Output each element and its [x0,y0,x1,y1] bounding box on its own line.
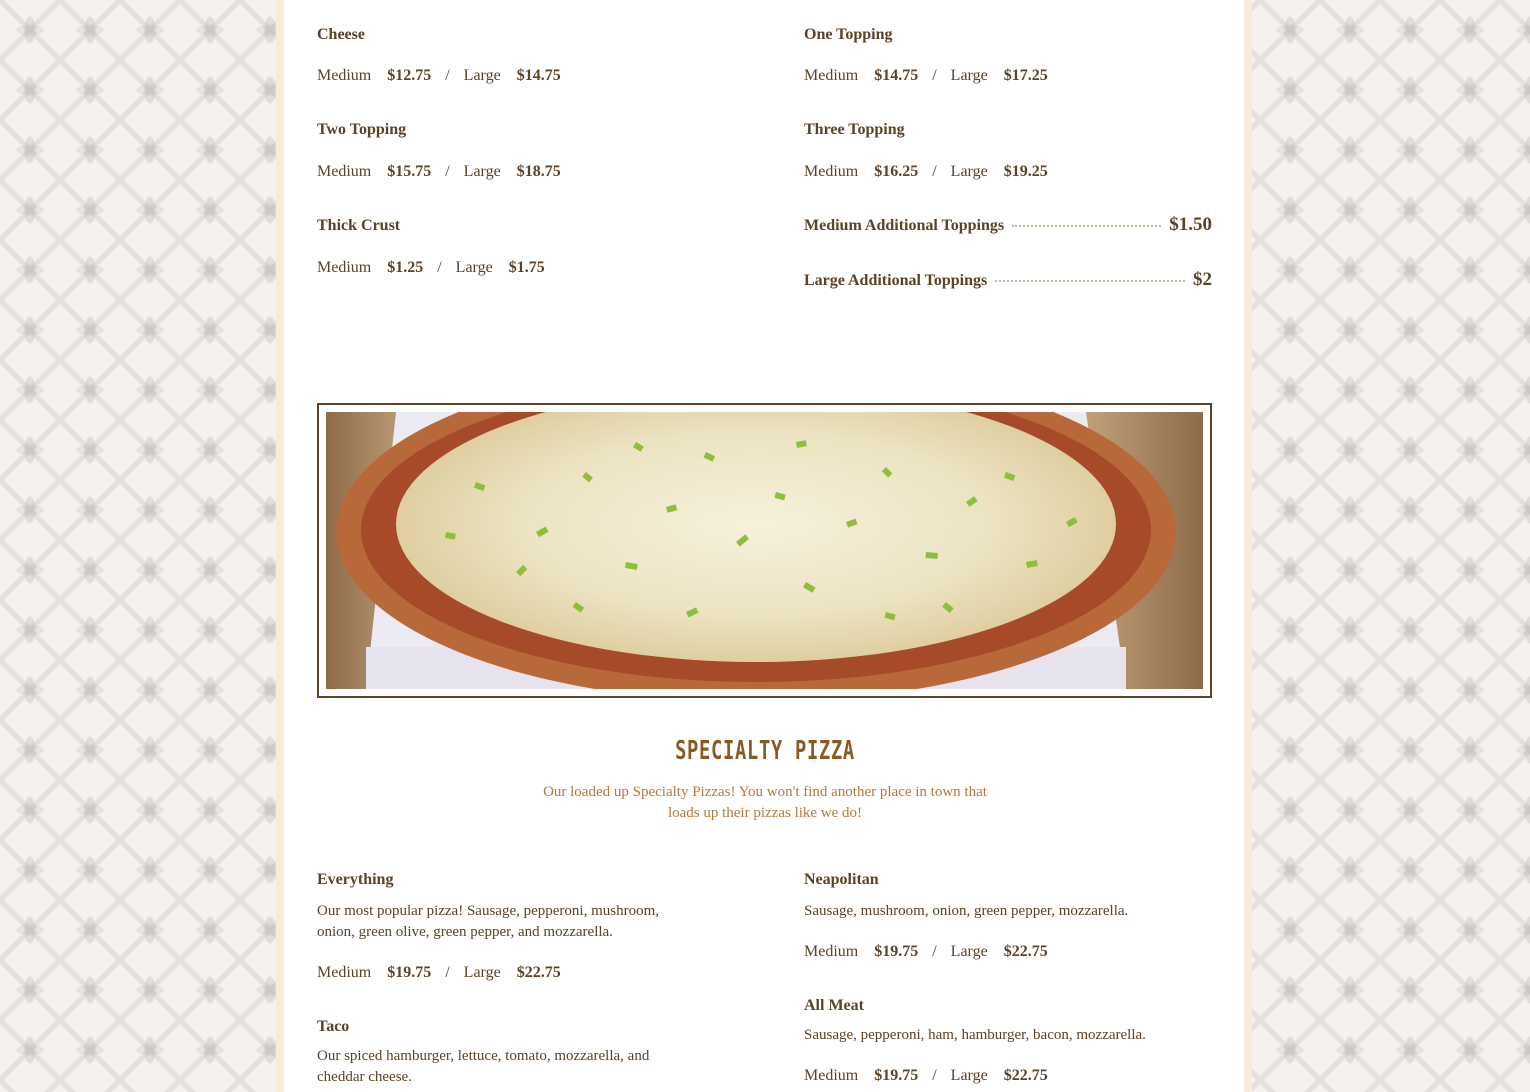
large-label: Large [463,67,501,84]
large-price: $22.75 [516,964,561,981]
large-price: $22.75 [1003,1067,1048,1084]
pizza-image [326,412,1203,689]
price-separator: / [445,163,450,180]
price-line [317,162,727,182]
pizza-photo-frame [317,403,1212,698]
medium-price: $1.25 [387,259,424,276]
item-description: Our spiced hamburger, lettuce, tomato, mozzarella, and cheddar cheese. [317,1048,650,1085]
large-price: $17.25 [1003,67,1048,84]
menu-item-thick-crust [317,216,727,278]
price-line [804,942,1214,962]
item-name: Cheese [317,26,365,43]
medium-label: Medium [317,964,372,981]
price-separator: / [437,259,442,276]
price-line [317,66,727,86]
large-price: $19.25 [1003,163,1048,180]
item-name: Three Topping [804,121,905,138]
large-price: $1.75 [508,259,545,276]
menu-item-taco [317,1017,727,1088]
menu-item-three-topping [804,120,1214,182]
medium-price: $19.75 [874,943,919,960]
pizza-in-box-photo [326,412,1203,689]
menu-item-neapolitan [804,870,1214,962]
menu-item-everything [317,870,727,983]
medium-price: $14.75 [874,67,919,84]
price-line [317,258,727,278]
item-name: Everything [317,871,394,888]
medium-label: Medium [804,163,859,180]
dot-leader [995,280,1185,282]
price-separator: / [445,67,450,84]
medium-price: $16.25 [874,163,919,180]
dot-leader [1012,225,1161,227]
medium-label: Medium [804,943,859,960]
price-separator: / [932,163,937,180]
large-label: Large [950,943,988,960]
large-label: Large [950,163,988,180]
medium-label: Medium [317,259,372,276]
price-line [317,963,727,983]
price-separator: / [932,943,937,960]
item-name: Thick Crust [317,217,401,234]
topping-price: $1.50 [1169,214,1212,235]
price-separator: / [932,67,937,84]
large-label: Large [463,964,501,981]
price-line [804,1066,1214,1086]
medium-price: $15.75 [387,163,432,180]
item-name: All Meat [804,997,864,1014]
item-name: Two Topping [317,121,407,138]
large-price: $14.75 [516,67,561,84]
large-label: Large [455,259,493,276]
item-name: Taco [317,1018,350,1035]
item-name: Neapolitan [804,871,879,888]
topping-name: Medium Additional Toppings [804,217,1005,234]
menu-item-two-topping [317,120,727,182]
medium-price: $19.75 [387,964,432,981]
price-separator: / [932,1067,937,1084]
menu-item-cheese [317,25,727,86]
large-additional-toppings-row [804,269,1212,291]
menu-item-all-meat [804,996,1214,1086]
large-label: Large [950,1067,988,1084]
large-price: $18.75 [516,163,561,180]
item-description: Our most popular pizza! Sausage, pepperoni, mushroom, onion, green olive, green pepper, and mozzarella. [317,903,660,940]
item-description: Sausage, mushroom, onion, green pepper, mozzarella. [804,903,1129,919]
price-separator: / [445,964,450,981]
large-label: Large [463,163,501,180]
item-description: Sausage, pepperoni, ham, hamburger, bacon, mozzarella. [804,1027,1146,1043]
medium-label: Medium [317,67,372,84]
topping-price: $2 [1193,269,1212,290]
large-label: Large [950,67,988,84]
medium-label: Medium [317,163,372,180]
medium-label: Medium [804,1067,859,1084]
section-subtitle: Our loaded up Specialty Pizzas! You won't find another place in town that loads up their pizzas like we do! [543,784,987,821]
medium-price: $12.75 [387,67,432,84]
medium-price: $19.75 [874,1067,919,1084]
item-name: One Topping [804,26,893,43]
price-line [804,162,1214,182]
menu-item-one-topping [804,25,1214,86]
large-price: $22.75 [1003,943,1048,960]
section-title-specialty: SPECIALTY PIZZA [675,736,855,766]
price-line [804,66,1214,86]
medium-additional-toppings-row [804,214,1212,236]
topping-name: Large Additional Toppings [804,272,988,289]
medium-label: Medium [804,67,859,84]
